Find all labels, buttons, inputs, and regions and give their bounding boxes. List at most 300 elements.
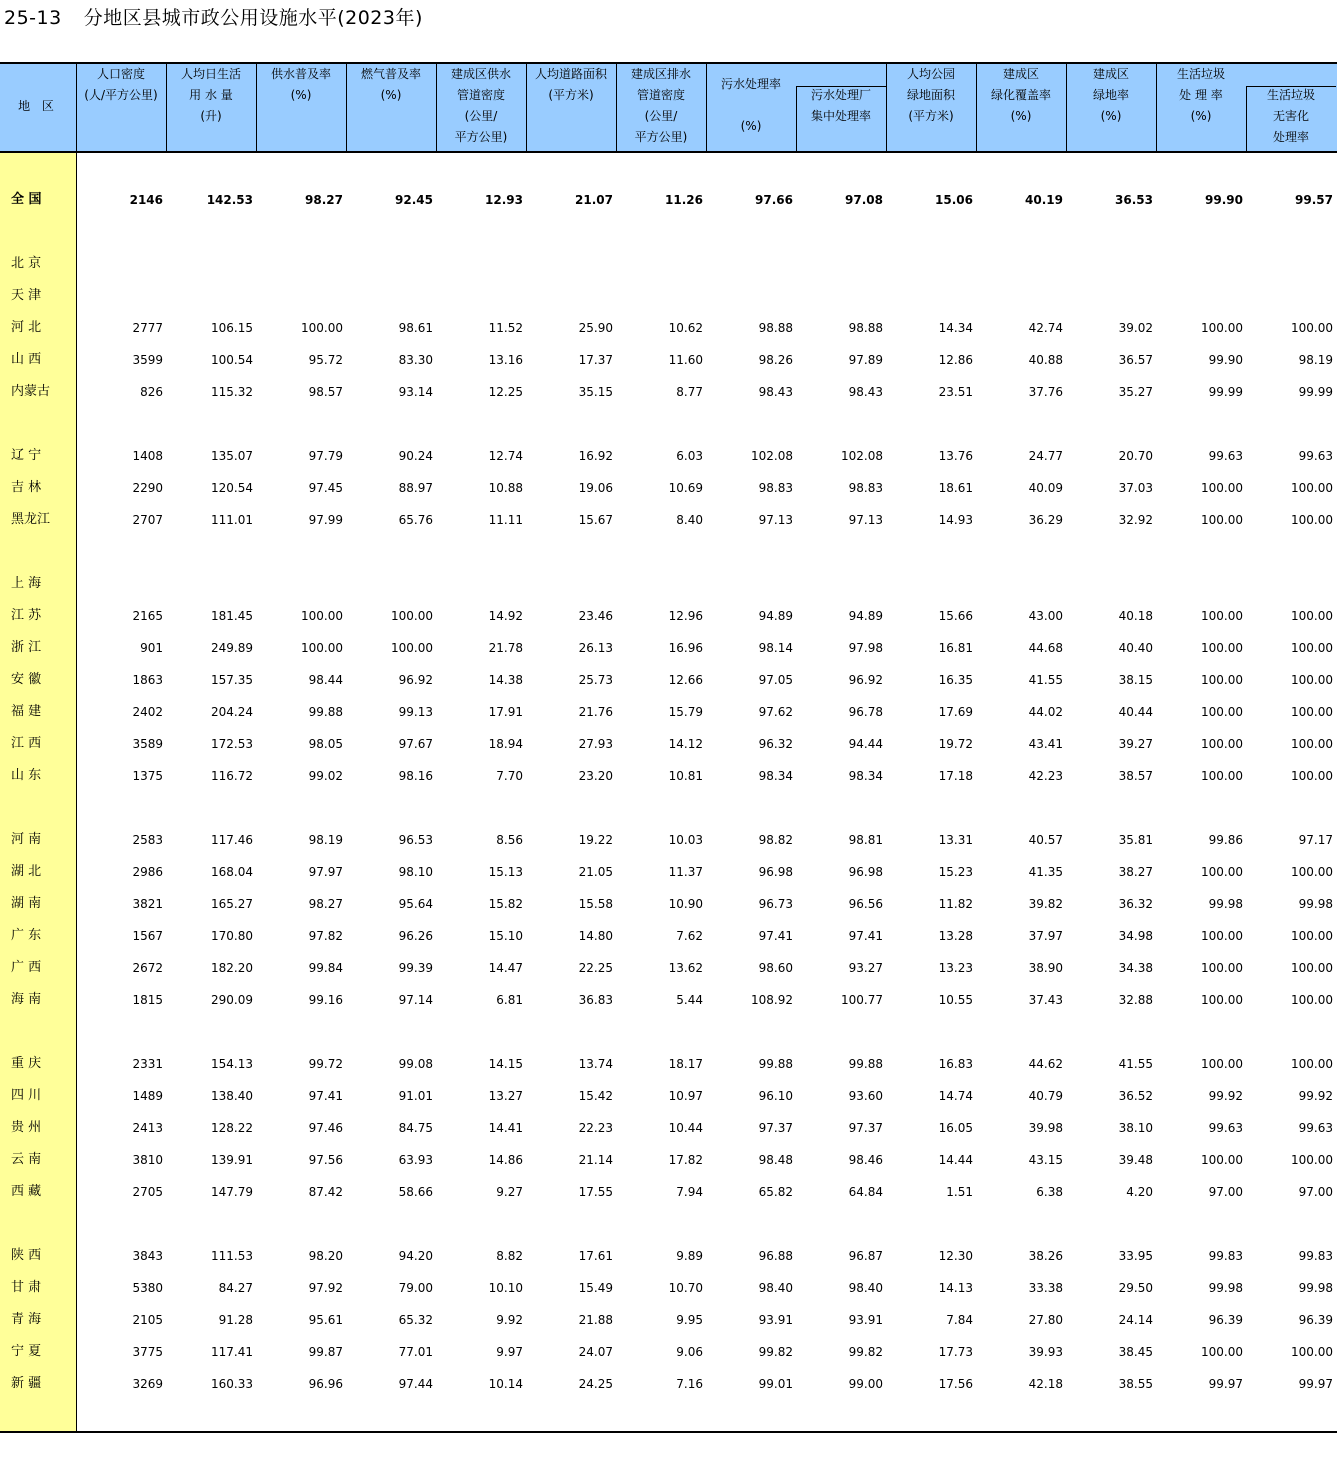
cell-value: 41.55 (1118, 1057, 1153, 1071)
cell-value: 95.61 (308, 1313, 343, 1327)
cell-value: 1567 (132, 929, 163, 943)
cell-value: 10.44 (668, 1121, 703, 1135)
cell-value: 38.90 (1028, 961, 1063, 975)
cell-value: 84.27 (218, 1281, 253, 1295)
cell-value: 18.94 (488, 737, 523, 751)
cell-value: 99.97 (1208, 1377, 1243, 1391)
cell-value: 6.38 (1036, 1185, 1063, 1199)
cell-value: 3843 (132, 1249, 163, 1263)
cell-value: 83.30 (398, 353, 433, 367)
cell-value: 14.80 (578, 929, 613, 943)
cell-value: 165.27 (211, 897, 253, 911)
cell-value: 98.82 (758, 833, 793, 847)
region-name: 贵 州 (11, 1120, 42, 1135)
table-row (0, 1112, 1337, 1144)
cell-value: 15.42 (578, 1089, 613, 1103)
cell-value: 98.81 (848, 833, 883, 847)
cell-value: 36.53 (1115, 193, 1153, 207)
cell-value: 40.57 (1028, 833, 1063, 847)
cell-value: 17.61 (578, 1249, 613, 1263)
cell-value: 38.27 (1118, 865, 1153, 879)
cell-value: 14.44 (938, 1153, 973, 1167)
cell-value: 99.97 (1298, 1377, 1333, 1391)
cell-value: 98.48 (758, 1153, 793, 1167)
cell-value: 97.67 (398, 737, 433, 751)
cell-value: 1863 (132, 673, 163, 687)
cell-value: 100.00 (1291, 929, 1333, 943)
cell-value: 97.13 (758, 513, 793, 527)
region-name: 西 藏 (11, 1184, 42, 1199)
cell-value: 97.17 (1298, 833, 1333, 847)
cell-value: 7.84 (946, 1313, 973, 1327)
region-name: 江 西 (11, 736, 42, 751)
cell-value: 44.62 (1028, 1057, 1063, 1071)
region-name: 陕 西 (11, 1248, 42, 1263)
cell-value: 98.83 (848, 481, 883, 495)
cell-value: 14.92 (488, 609, 523, 623)
cell-value: 157.35 (211, 673, 253, 687)
cell-value: 64.84 (848, 1185, 883, 1199)
cell-value: 160.33 (211, 1377, 253, 1391)
table-row (0, 472, 1337, 504)
cell-value: 99.63 (1208, 449, 1243, 463)
table-row (0, 440, 1337, 472)
cell-value: 100.00 (391, 641, 433, 655)
cell-value: 100.00 (1201, 1057, 1243, 1071)
cell-value: 2413 (132, 1121, 163, 1135)
region-name: 广 东 (11, 928, 42, 943)
table-row (0, 1176, 1337, 1208)
cell-value: 10.69 (668, 481, 703, 495)
table-row (0, 600, 1337, 632)
cell-value: 100.00 (1201, 705, 1243, 719)
cell-value: 3269 (132, 1377, 163, 1391)
cell-value: 24.77 (1028, 449, 1063, 463)
cell-value: 100.00 (1291, 961, 1333, 975)
cell-value: 11.11 (488, 513, 523, 527)
cell-value: 98.26 (758, 353, 793, 367)
cell-value: 6.81 (496, 993, 523, 1007)
cell-value: 16.96 (668, 641, 703, 655)
region-name: 吉 林 (11, 480, 42, 495)
cell-value: 77.01 (398, 1345, 433, 1359)
table-row (0, 1144, 1337, 1176)
table-row (0, 216, 1337, 248)
cell-value: 12.93 (485, 193, 523, 207)
cell-value: 37.76 (1028, 385, 1063, 399)
cell-value: 95.72 (308, 353, 343, 367)
cell-value: 9.89 (676, 1249, 703, 1263)
cell-value: 33.38 (1028, 1281, 1063, 1295)
cell-value: 14.93 (938, 513, 973, 527)
cell-value: 3599 (132, 353, 163, 367)
cell-value: 98.40 (758, 1281, 793, 1295)
cell-value: 102.08 (751, 449, 793, 463)
cell-value: 181.45 (211, 609, 253, 623)
cell-value: 98.40 (848, 1281, 883, 1295)
cell-value: 4.20 (1126, 1185, 1153, 1199)
cell-value: 7.16 (676, 1377, 703, 1391)
table-row (0, 344, 1337, 376)
cell-value: 14.15 (488, 1057, 523, 1071)
cell-value: 17.56 (938, 1377, 973, 1391)
cell-value: 90.24 (398, 449, 433, 463)
cell-value: 100.00 (1291, 1153, 1333, 1167)
cell-value: 98.10 (398, 865, 433, 879)
table-row (0, 664, 1337, 696)
cell-value: 38.45 (1118, 1345, 1153, 1359)
cell-value: 9.06 (676, 1345, 703, 1359)
cell-value: 91.01 (398, 1089, 433, 1103)
cell-value: 100.00 (391, 609, 433, 623)
cell-value: 99.86 (1208, 833, 1243, 847)
cell-value: 98.61 (398, 321, 433, 335)
region-name: 福 建 (11, 704, 42, 719)
table-row (0, 1336, 1337, 1368)
cell-value: 138.40 (211, 1089, 253, 1103)
cell-value: 98.27 (308, 897, 343, 911)
header-column-2: 人均日生活 用 水 量 (升) (180, 67, 241, 123)
cell-value: 99.83 (1208, 1249, 1243, 1263)
cell-value: 14.34 (938, 321, 973, 335)
cell-value: 13.27 (488, 1089, 523, 1103)
cell-value: 97.13 (848, 513, 883, 527)
cell-value: 37.43 (1028, 993, 1063, 1007)
cell-value: 23.51 (938, 385, 973, 399)
cell-value: 99.82 (848, 1345, 883, 1359)
cell-value: 142.53 (206, 193, 253, 207)
cell-value: 3821 (132, 897, 163, 911)
cell-value: 100.00 (1201, 961, 1243, 975)
cell-value: 38.55 (1118, 1377, 1153, 1391)
cell-value: 1815 (132, 993, 163, 1007)
cell-value: 100.00 (1201, 513, 1243, 527)
cell-value: 65.76 (398, 513, 433, 527)
cell-value: 24.07 (578, 1345, 613, 1359)
cell-value: 24.14 (1118, 1313, 1153, 1327)
cell-value: 99.84 (308, 961, 343, 975)
cell-value: 16.05 (938, 1121, 973, 1135)
cell-value: 39.02 (1118, 321, 1153, 335)
cell-value: 10.10 (488, 1281, 523, 1295)
cell-value: 98.16 (398, 769, 433, 783)
cell-value: 42.18 (1028, 1377, 1063, 1391)
cell-value: 44.02 (1028, 705, 1063, 719)
cell-value: 2331 (132, 1057, 163, 1071)
cell-value: 12.66 (668, 673, 703, 687)
cell-value: 98.34 (758, 769, 793, 783)
cell-value: 17.18 (938, 769, 973, 783)
cell-value: 1.51 (946, 1185, 973, 1199)
cell-value: 99.57 (1295, 193, 1333, 207)
cell-value: 98.27 (305, 193, 343, 207)
cell-value: 117.46 (211, 833, 253, 847)
region-name: 四 川 (11, 1088, 42, 1103)
cell-value: 99.98 (1208, 1281, 1243, 1295)
cell-value: 2583 (132, 833, 163, 847)
cell-value: 2986 (132, 865, 163, 879)
cell-value: 100.00 (1291, 641, 1333, 655)
table-row (0, 280, 1337, 312)
cell-value: 9.27 (496, 1185, 523, 1199)
cell-value: 9.95 (676, 1313, 703, 1327)
region-name: 青 海 (11, 1312, 42, 1327)
cell-value: 96.96 (308, 1377, 343, 1391)
cell-value: 93.91 (848, 1313, 883, 1327)
cell-value: 40.40 (1118, 641, 1153, 655)
region-name: 甘 肃 (11, 1280, 42, 1295)
cell-value: 97.05 (758, 673, 793, 687)
cell-value: 100.00 (1291, 673, 1333, 687)
table-row (0, 760, 1337, 792)
cell-value: 87.42 (308, 1185, 343, 1199)
cell-value: 16.83 (938, 1057, 973, 1071)
cell-value: 20.70 (1118, 449, 1153, 463)
cell-value: 100.00 (1291, 769, 1333, 783)
cell-value: 1408 (132, 449, 163, 463)
cell-value: 100.00 (301, 321, 343, 335)
cell-value: 16.81 (938, 641, 973, 655)
cell-value: 34.98 (1118, 929, 1153, 943)
region-name: 重 庆 (11, 1056, 42, 1071)
cell-value: 111.53 (211, 1249, 253, 1263)
cell-value: 8.56 (496, 833, 523, 847)
cell-value: 249.89 (211, 641, 253, 655)
table-bottom-rule (0, 1431, 1337, 1433)
cell-value: 14.12 (668, 737, 703, 751)
cell-value: 99.88 (848, 1057, 883, 1071)
cell-value: 91.28 (218, 1313, 253, 1327)
region-name: 海 南 (11, 992, 42, 1007)
cell-value: 43.41 (1028, 737, 1063, 751)
cell-value: 99.88 (308, 705, 343, 719)
cell-value: 100.00 (1291, 481, 1333, 495)
header-column-8: 污水处理率 (%) (720, 77, 781, 133)
header-column-11: 建成区 绿化覆盖率 (%) (990, 67, 1051, 123)
cell-value: 9.97 (496, 1345, 523, 1359)
cell-value: 2402 (132, 705, 163, 719)
cell-value: 17.55 (578, 1185, 613, 1199)
cell-value: 19.22 (578, 833, 613, 847)
cell-value: 99.90 (1205, 193, 1243, 207)
table-title-text: 分地区县城市政公用设施水平(2023年) (83, 7, 423, 29)
region-name: 山 东 (11, 768, 42, 783)
cell-value: 96.73 (758, 897, 793, 911)
cell-value: 96.88 (758, 1249, 793, 1263)
region-name: 河 北 (11, 320, 42, 335)
cell-value: 97.44 (398, 1377, 433, 1391)
cell-value: 97.41 (308, 1089, 343, 1103)
cell-value: 12.30 (938, 1249, 973, 1263)
region-name: 内蒙古 (11, 384, 51, 399)
table-row (0, 824, 1337, 856)
cell-value: 36.52 (1118, 1089, 1153, 1103)
data-table (0, 62, 1337, 1434)
region-name: 黑龙江 (11, 512, 51, 527)
cell-value: 100.00 (1291, 321, 1333, 335)
cell-value: 94.20 (398, 1249, 433, 1263)
cell-value: 97.62 (758, 705, 793, 719)
table-row (0, 1048, 1337, 1080)
cell-value: 96.26 (398, 929, 433, 943)
cell-value: 12.74 (488, 449, 523, 463)
cell-value: 901 (140, 641, 163, 655)
header-column-1: 人口密度 (人/平方公里) (84, 67, 158, 102)
cell-value: 14.41 (488, 1121, 523, 1135)
cell-value: 98.83 (758, 481, 793, 495)
cell-value: 36.83 (578, 993, 613, 1007)
cell-value: 10.88 (488, 481, 523, 495)
cell-value: 21.88 (578, 1313, 613, 1327)
cell-value: 96.98 (848, 865, 883, 879)
cell-value: 39.48 (1118, 1153, 1153, 1167)
region-name: 湖 南 (11, 896, 42, 911)
cell-value: 100.00 (301, 641, 343, 655)
cell-value: 98.05 (308, 737, 343, 751)
cell-value: 44.68 (1028, 641, 1063, 655)
cell-value: 97.14 (398, 993, 433, 1007)
table-row (0, 1208, 1337, 1240)
cell-value: 98.88 (758, 321, 793, 335)
table-row (0, 1016, 1337, 1048)
table-row (0, 984, 1337, 1016)
cell-value: 14.74 (938, 1089, 973, 1103)
cell-value: 21.76 (578, 705, 613, 719)
cell-value: 172.53 (211, 737, 253, 751)
cell-value: 100.00 (1291, 513, 1333, 527)
cell-value: 94.89 (848, 609, 883, 623)
cell-value: 38.26 (1028, 1249, 1063, 1263)
cell-value: 99.92 (1298, 1089, 1333, 1103)
cell-value: 6.03 (676, 449, 703, 463)
cell-value: 98.19 (308, 833, 343, 847)
cell-value: 17.73 (938, 1345, 973, 1359)
cell-value: 98.57 (308, 385, 343, 399)
table-row (0, 792, 1337, 824)
cell-value: 36.29 (1028, 513, 1063, 527)
cell-value: 99.99 (1298, 385, 1333, 399)
header-column-9: 污水处理厂 集中处理率 (810, 88, 871, 123)
cell-value: 135.07 (211, 449, 253, 463)
cell-value: 98.43 (758, 385, 793, 399)
cell-value: 97.99 (308, 513, 343, 527)
cell-value: 99.00 (848, 1377, 883, 1391)
cell-value: 38.15 (1118, 673, 1153, 687)
cell-value: 2290 (132, 481, 163, 495)
cell-value: 12.86 (938, 353, 973, 367)
cell-value: 96.92 (848, 673, 883, 687)
table-row (0, 1240, 1337, 1272)
cell-value: 40.18 (1118, 609, 1153, 623)
cell-value: 99.39 (398, 961, 433, 975)
region-name: 江 苏 (11, 608, 42, 623)
cell-value: 100.00 (1201, 609, 1243, 623)
table-row (0, 504, 1337, 536)
header-column-6: 人均道路面积 (平方米) (534, 67, 607, 102)
region-name: 湖 北 (11, 864, 42, 879)
cell-value: 97.00 (1298, 1185, 1333, 1199)
cell-value: 93.14 (398, 385, 433, 399)
cell-value: 10.81 (668, 769, 703, 783)
cell-value: 290.09 (211, 993, 253, 1007)
cell-value: 95.64 (398, 897, 433, 911)
cell-value: 16.92 (578, 449, 613, 463)
cell-value: 13.62 (668, 961, 703, 975)
region-name: 新 疆 (11, 1376, 42, 1391)
cell-value: 15.10 (488, 929, 523, 943)
cell-value: 38.57 (1118, 769, 1153, 783)
cell-value: 97.08 (845, 193, 883, 207)
cell-value: 13.28 (938, 929, 973, 943)
cell-value: 2707 (132, 513, 163, 527)
cell-value: 43.15 (1028, 1153, 1063, 1167)
cell-value: 23.20 (578, 769, 613, 783)
table-number: 25-13 (4, 7, 62, 29)
cell-value: 3775 (132, 1345, 163, 1359)
cell-value: 120.54 (211, 481, 253, 495)
cell-value: 100.00 (1201, 673, 1243, 687)
cell-value: 94.89 (758, 609, 793, 623)
cell-value: 97.56 (308, 1153, 343, 1167)
cell-value: 116.72 (211, 769, 253, 783)
cell-value: 58.66 (398, 1185, 433, 1199)
cell-value: 99.08 (398, 1057, 433, 1071)
cell-value: 25.73 (578, 673, 613, 687)
table-row (0, 696, 1337, 728)
cell-value: 15.67 (578, 513, 613, 527)
cell-value: 111.01 (211, 513, 253, 527)
cell-value: 13.76 (938, 449, 973, 463)
cell-value: 100.00 (1291, 705, 1333, 719)
cell-value: 117.41 (211, 1345, 253, 1359)
cell-value: 10.97 (668, 1089, 703, 1103)
cell-value: 23.46 (578, 609, 613, 623)
cell-value: 36.57 (1118, 353, 1153, 367)
cell-value: 5.44 (676, 993, 703, 1007)
cell-value: 8.77 (676, 385, 703, 399)
cell-value: 100.00 (1201, 1153, 1243, 1167)
cell-value: 826 (140, 385, 163, 399)
cell-value: 40.88 (1028, 353, 1063, 367)
cell-value: 94.44 (848, 737, 883, 751)
cell-value: 17.91 (488, 705, 523, 719)
region-name: 浙 江 (11, 640, 42, 655)
region-name: 广 西 (11, 960, 42, 975)
table-row (0, 536, 1337, 568)
cell-value: 12.25 (488, 385, 523, 399)
cell-value: 100.00 (1201, 737, 1243, 751)
cell-value: 100.00 (1201, 481, 1243, 495)
cell-value: 15.58 (578, 897, 613, 911)
cell-value: 100.00 (1201, 641, 1243, 655)
cell-value: 15.49 (578, 1281, 613, 1295)
cell-value: 96.53 (398, 833, 433, 847)
cell-value: 99.92 (1208, 1089, 1243, 1103)
cell-value: 17.69 (938, 705, 973, 719)
cell-value: 99.13 (398, 705, 433, 719)
cell-value: 96.32 (758, 737, 793, 751)
cell-value: 97.66 (755, 193, 793, 207)
cell-value: 88.97 (398, 481, 433, 495)
cell-value: 99.88 (758, 1057, 793, 1071)
cell-value: 16.35 (938, 673, 973, 687)
cell-value: 15.23 (938, 865, 973, 879)
cell-value: 18.61 (938, 481, 973, 495)
table-row (0, 1080, 1337, 1112)
cell-value: 8.40 (676, 513, 703, 527)
header-column-3: 供水普及率 (%) (270, 67, 331, 102)
cell-value: 1489 (132, 1089, 163, 1103)
